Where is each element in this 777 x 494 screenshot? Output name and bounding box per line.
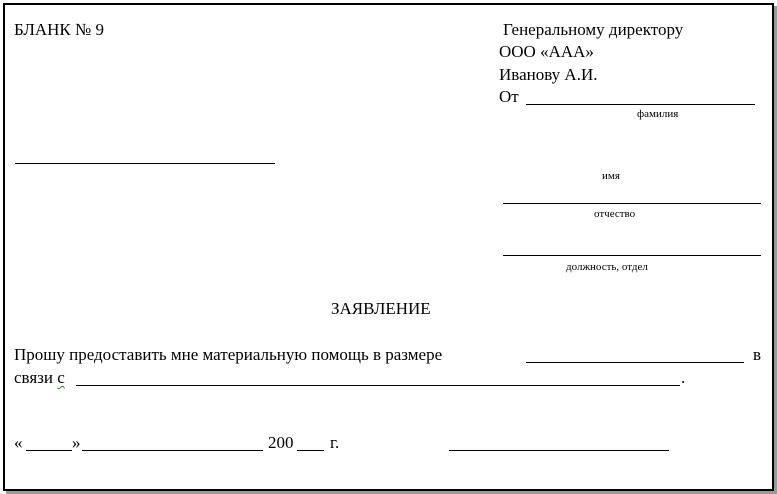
reason-field-line[interactable] <box>76 385 680 386</box>
position-field-line[interactable] <box>503 255 761 256</box>
year-prefix: 200 <box>268 433 294 452</box>
signature-field-line[interactable] <box>449 450 669 451</box>
addressee-title: Генеральному директору <box>503 20 684 39</box>
patronymic-field-line[interactable] <box>503 203 761 204</box>
position-caption: должность, отдел <box>566 261 648 273</box>
date-quote-open: « <box>14 433 23 452</box>
addressee-company: ООО «ААА» <box>499 42 594 61</box>
request-text: Прошу предоставить мне материальную помощь в размере <box>14 345 443 364</box>
addressee-name: Иванову А.И. <box>499 65 598 84</box>
amount-field-line[interactable] <box>526 362 744 363</box>
name-caption: имя <box>602 170 620 182</box>
date-quote-close: » <box>72 433 81 452</box>
left-blank-line[interactable] <box>15 163 275 164</box>
from-label: От <box>499 87 519 106</box>
year-field-line[interactable] <box>297 450 324 451</box>
surname-field-line[interactable] <box>526 104 755 105</box>
patronymic-caption: отчество <box>594 208 636 220</box>
day-field-line[interactable] <box>26 450 72 451</box>
surname-caption: фамилия <box>637 108 679 120</box>
reason-preposition: с <box>57 368 65 387</box>
year-suffix: г. <box>330 433 340 452</box>
reason-end-period: . <box>681 368 686 387</box>
reason-prefix-word: связи <box>14 368 53 387</box>
request-text-end: в <box>753 345 762 364</box>
form-number: БЛАНК № 9 <box>14 20 104 39</box>
month-field-line[interactable] <box>82 450 263 451</box>
form-frame <box>3 3 774 491</box>
reason-prefix <box>14 369 65 386</box>
document-title: ЗАЯВЛЕНИЕ <box>331 299 431 318</box>
